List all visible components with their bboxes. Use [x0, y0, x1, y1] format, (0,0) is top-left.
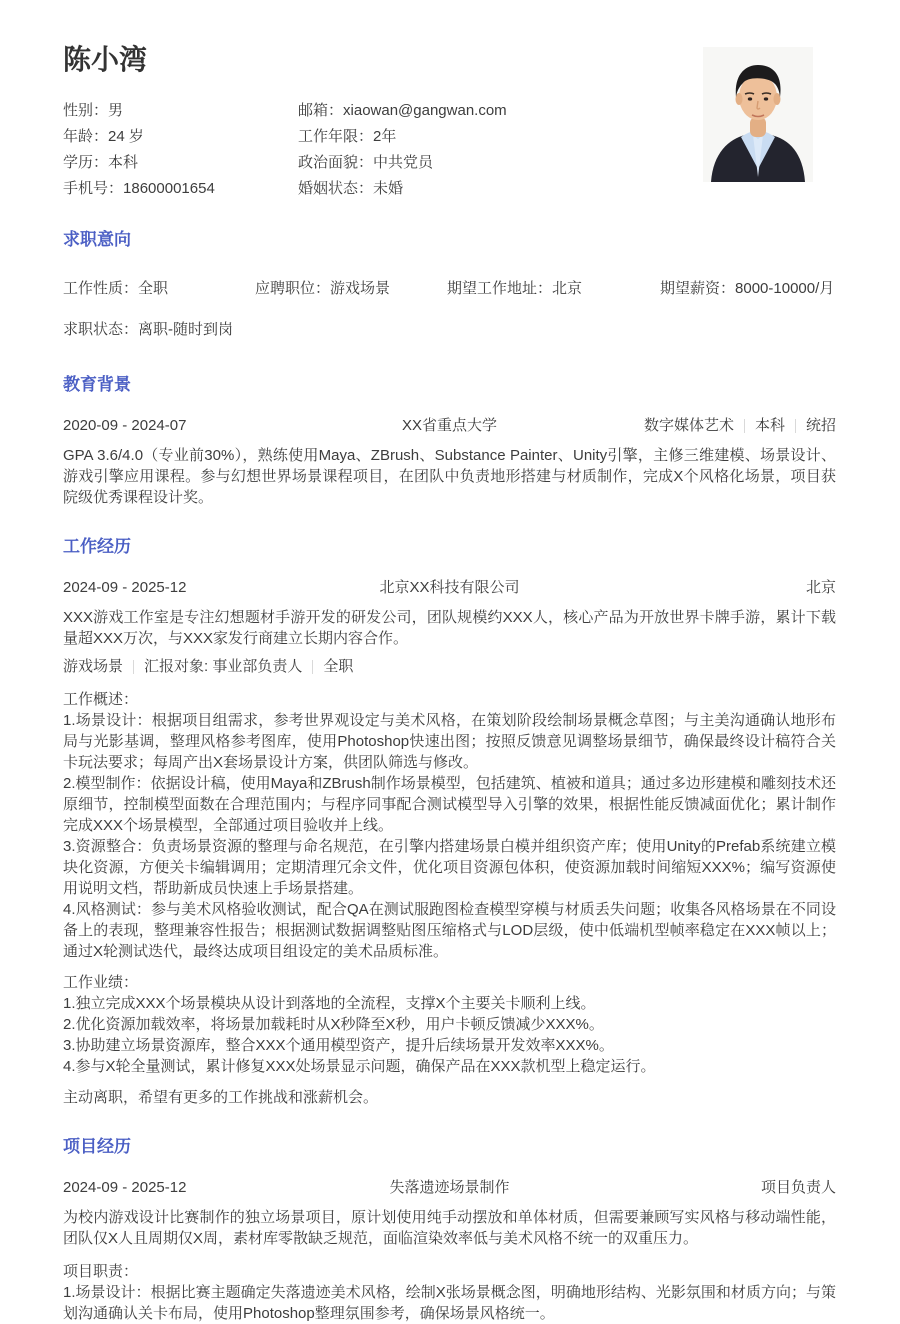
field-label: 工作年限：	[298, 128, 374, 145]
section-title-job-intent: 求职意向	[63, 230, 131, 249]
section-title-work: 工作经历	[63, 537, 131, 556]
field-political	[298, 150, 683, 176]
field-value: 男	[108, 102, 124, 119]
education-enrollment: 统招	[805, 417, 836, 434]
intent-position	[255, 276, 447, 302]
project-duties	[63, 1261, 836, 1324]
section-job-intent	[63, 228, 836, 340]
work-position-meta	[63, 656, 836, 677]
field-label: 年龄：	[63, 128, 109, 145]
project-entry-header	[63, 1177, 836, 1198]
profile-photo	[703, 47, 813, 182]
field-value: 游戏场景	[330, 280, 391, 297]
education-school: XX省重点大学	[401, 417, 497, 434]
intent-status	[63, 319, 836, 340]
work-achievement-item: 2.优化资源加载效率，将场景加载耗时从X秒降至X秒，用户卡顿反馈减少XXX%。	[63, 1016, 604, 1033]
project-duty-item: 1.场景设计：根据比赛主题确定失落遗迹美术风格，绘制X张场景概念图，明确地形结构、光影氛围和材质方向；与策划沟通确认关卡布局，使用Photoshop整理氛围参考，确保场景风格统一。	[63, 1284, 836, 1322]
work-overview-item: 4.风格测试：参与美术风格验收测试，配合QA在测试服跑图检查模型穿模与材质丢失问题；收集各风格场景在不同设备上的表现，整理兼容性报告；根据测试数据调整贴图压缩格式与LOD层级，使中低端机型帧率稳定在XXX帧以上；通过X轮测试迭代，最终达成项目组设定的美术品质标准。	[63, 901, 836, 960]
section-title-project: 项目经历	[63, 1137, 131, 1156]
work-job-type: 全职	[323, 658, 354, 675]
field-value: 2年	[373, 128, 397, 145]
education-major: 数字媒体艺术	[643, 417, 734, 434]
project-description: 为校内游戏设计比赛制作的独立场景项目，原计划使用纯手动摆放和单体材质，但需要兼顾写实风格与移动端性能，团队仅X人且周期仅X周，素材库零散缺乏规范，面临渲染效率低与美术风格不统一的双重压力。	[63, 1209, 836, 1247]
education-description: GPA 3.6/4.0（专业前30%），熟练使用Maya、ZBrush、Substance Painter、Unity引擎，主修三维建模、场景设计、游戏引擎应用课程。参与幻想世界场景课程项目，在团队中负责地形搭建与材质制作，完成X个风格化场景，项目获院级优秀课程设计奖。	[63, 447, 836, 506]
work-overview-title: 工作概述：	[63, 691, 139, 708]
field-label: 应聘职位：	[255, 280, 331, 297]
field-label: 婚姻状态：	[298, 180, 374, 197]
field-value: 本科	[108, 154, 139, 171]
field-gender	[63, 98, 298, 124]
work-entry-header	[63, 577, 836, 598]
field-label: 期望工作地址：	[447, 280, 553, 297]
education-period: 2020-09 - 2024-07	[63, 417, 187, 434]
work-achievement-item: 3.协助建立场景资源库，整合XXX个通用模型资产，提升后续场景开发效率XXX%。	[63, 1037, 614, 1054]
field-value: 8000-10000/月	[735, 280, 835, 297]
field-age	[63, 124, 298, 150]
field-label: 邮箱：	[298, 102, 344, 119]
section-work-experience	[63, 535, 836, 1108]
field-label: 手机号：	[63, 180, 124, 197]
field-label: 期望薪资：	[660, 280, 736, 297]
work-leaving-reason: 主动离职，希望有更多的工作挑战和涨薪机会。	[63, 1089, 379, 1106]
intent-salary	[660, 276, 836, 302]
work-report-to: 汇报对象: 事业部负责人	[144, 658, 303, 675]
field-value: 北京	[552, 280, 583, 297]
field-value: 18600001654	[123, 180, 215, 197]
project-name: 失落遗迹场景制作	[389, 1179, 510, 1196]
divider	[744, 419, 745, 433]
education-entry-header	[63, 415, 836, 436]
field-education	[63, 150, 298, 176]
field-label: 性别：	[63, 102, 109, 119]
work-position: 游戏场景	[63, 658, 124, 675]
divider	[133, 660, 134, 674]
work-achievements	[63, 972, 836, 1077]
field-value: 中共党员	[373, 154, 434, 171]
work-achievements-title: 工作业绩：	[63, 974, 139, 991]
work-overview-item: 3.资源整合：负责场景资源的整理与命名规范，在引擎内搭建场景白模并组织资产库；使用Unity的Prefab系统建立模块化资源，方便关卡编辑调用；定期清理冗余文件，优化项目资源包体积，使资源加载时间缩短XXX%；编写资源使用说明文档，帮助新成员快速上手场景搭建。	[63, 838, 836, 897]
section-title-education: 教育背景	[63, 375, 131, 394]
portrait-illustration	[703, 47, 813, 182]
field-value: 未婚	[373, 180, 404, 197]
field-value: xiaowan@gangwan.com	[343, 102, 507, 119]
field-label: 政治面貌：	[298, 154, 374, 171]
field-marital	[298, 176, 683, 202]
field-email	[298, 98, 683, 124]
project-role: 项目负责人	[760, 1179, 836, 1196]
project-duties-title: 项目职责：	[63, 1263, 139, 1280]
field-label: 工作性质：	[63, 280, 139, 297]
field-value: 24 岁	[108, 128, 144, 145]
field-label: 学历：	[63, 154, 109, 171]
field-years	[298, 124, 683, 150]
work-company-intro: XXX游戏工作室是专注幻想题材手游开发的研发公司，团队规模约XXX人，核心产品为开放世界卡牌手游，累计下载量超XXX万次，与XXX家发行商建立长期内容合作。	[63, 609, 836, 647]
section-education	[63, 373, 836, 508]
basic-info	[63, 98, 683, 202]
divider	[795, 419, 796, 433]
work-achievement-item: 4.参与X轮全量测试，累计修复XXX处场景显示问题，确保产品在XXX款机型上稳定运行。	[63, 1058, 656, 1075]
intent-job-type	[63, 276, 255, 302]
divider	[312, 660, 313, 674]
intent-location	[447, 276, 660, 302]
section-project-experience	[63, 1135, 836, 1324]
field-label: 求职状态：	[63, 321, 139, 338]
work-period: 2024-09 - 2025-12	[63, 579, 187, 596]
education-meta	[497, 415, 836, 436]
work-overview	[63, 689, 836, 962]
work-overview-item: 2.模型制作：依据设计稿，使用Maya和ZBrush制作场景模型，包括建筑、植被和道具；通过多边形建模和雕刻技术还原细节，控制模型面数在合理范围内；与程序同事配合测试模型导入引擎的效果，根据性能反馈减面优化；累计制作完成XXX个场景模型，全部通过项目验收并上线。	[63, 775, 836, 834]
field-phone	[63, 176, 298, 202]
work-achievement-item: 1.独立完成XXX个场景模块从设计到落地的全流程，支撑X个主要关卡顺利上线。	[63, 995, 596, 1012]
work-company: 北京XX科技有限公司	[379, 579, 520, 596]
field-value: 全职	[138, 280, 169, 297]
project-period: 2024-09 - 2025-12	[63, 1179, 187, 1196]
intent-row	[63, 276, 836, 302]
education-degree: 本科	[754, 417, 785, 434]
work-overview-item: 1.场景设计：根据项目组需求，参考世界观设定与美术风格，在策划阶段绘制场景概念草图；与主美沟通确认地形布局与光影基调，整理风格参考图库，使用Photoshop快速出图；按照反馈意见调整场景细节，确保最终设计稿符合关卡玩法要求；每周产出X套场景设计方案，供团队筛选与修改。	[63, 712, 836, 771]
work-location: 北京	[805, 579, 836, 596]
candidate-name: 陈小湾	[63, 44, 148, 75]
field-value: 离职-随时到岗	[138, 321, 234, 338]
